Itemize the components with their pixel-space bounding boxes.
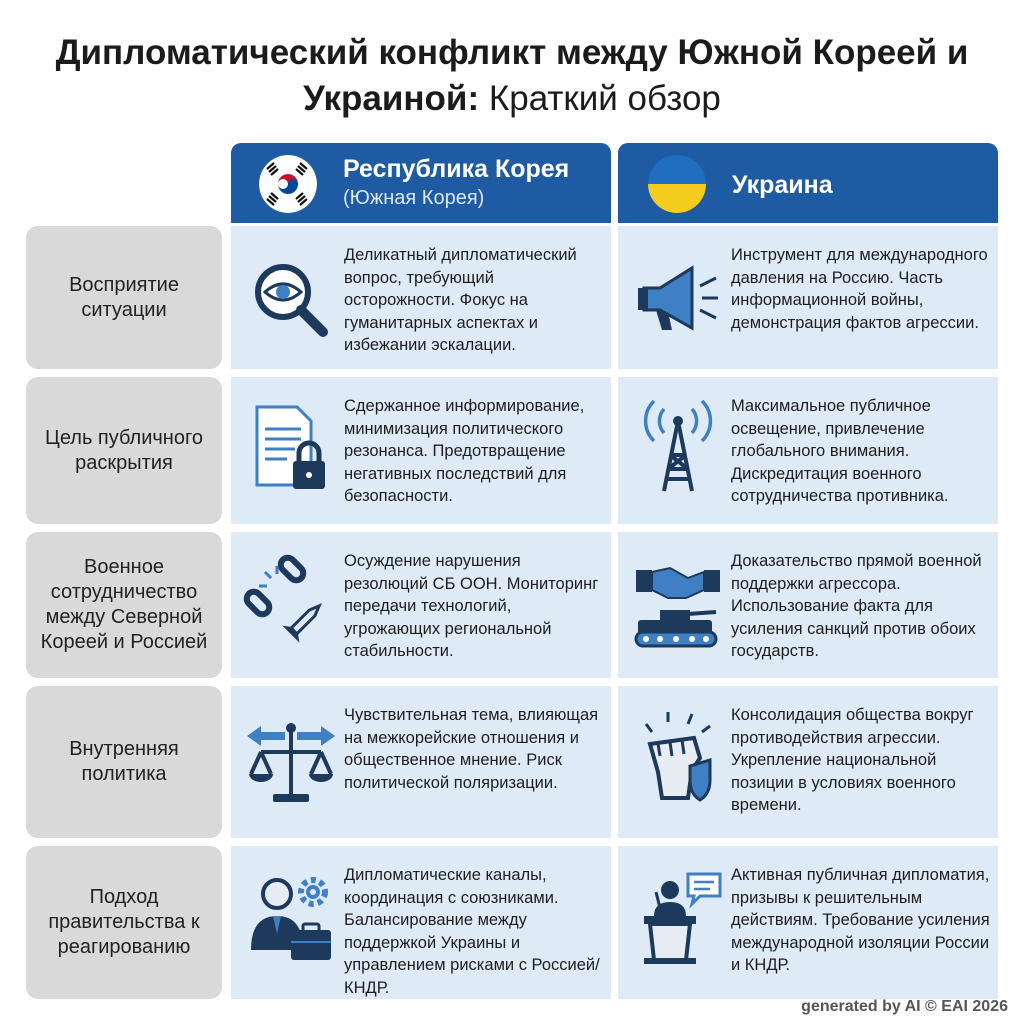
handshake-tank-icon bbox=[630, 554, 726, 654]
row-label-military-cooperation: Военное сотрудничество между Северной Кореей и Россией bbox=[26, 532, 222, 678]
korea-column-title: Республика Корея bbox=[343, 155, 570, 183]
korea-column-header bbox=[231, 143, 611, 223]
cell-text: Чувствительная тема, влияющая на межкорейские отношения и общественное мнение. Риск политической поляризации. bbox=[344, 706, 599, 792]
cell-korea-perception bbox=[231, 226, 611, 369]
cell-korea-domestic-politics bbox=[231, 686, 611, 838]
document-lock-icon bbox=[243, 399, 339, 499]
cell-korea-disclosure-goal bbox=[231, 377, 611, 524]
cell-text: Доказательство прямой военной поддержки агрессора. Использование факта для усиления санкций против обоих государств. bbox=[731, 552, 982, 660]
cell-text: Максимальное публичное освещение, привлечение глобального внимания. Дискредитация военного сотрудничества противника. bbox=[731, 397, 949, 505]
cell-korea-military-cooperation bbox=[231, 532, 611, 678]
fist-shield-icon bbox=[630, 708, 726, 808]
ukraine-flag-icon bbox=[648, 155, 706, 213]
broken-chain-missile-icon bbox=[243, 554, 339, 654]
row-label-government-approach: Подход правительства к реагированию bbox=[26, 846, 222, 999]
korea-flag-icon bbox=[259, 155, 317, 213]
magnifier-eye-icon bbox=[243, 248, 339, 348]
cell-ukraine-domestic-politics bbox=[618, 686, 998, 838]
cell-ukraine-disclosure-goal bbox=[618, 377, 998, 524]
row-label-domestic-politics: Внутренняя политика bbox=[26, 686, 222, 838]
cell-text: Активная публичная дипломатия, призывы к решительным действиям. Требование усиления международной изоляции России и КНДР. bbox=[731, 866, 990, 974]
cell-text: Консолидация общества вокруг противодействия агрессии. Укрепление национальной позиции в условиях военного времени. bbox=[731, 706, 974, 814]
cell-text: Инструмент для международного давления на Россию. Часть информационной войны, демонстрация фактов агрессии. bbox=[731, 246, 988, 332]
title-main: Дипломатический конфликт между Южной Кореей и Украиной: bbox=[55, 33, 969, 118]
row-label-disclosure-goal: Цель публичного раскрытия bbox=[26, 377, 222, 524]
ukraine-column-header bbox=[618, 143, 998, 223]
ukraine-column-title: Украина bbox=[732, 171, 833, 199]
radio-tower-icon bbox=[630, 399, 726, 499]
cell-text: Осуждение нарушения резолюций СБ ООН. Мониторинг передачи технологий, угрожающих региональной стабильности. bbox=[344, 552, 599, 660]
megaphone-icon bbox=[630, 248, 726, 348]
podium-speech-icon bbox=[630, 868, 726, 968]
footer-credit: generated by AI © EAI 2026 bbox=[801, 998, 1008, 1015]
title-sub: Краткий обзор bbox=[488, 79, 721, 118]
korea-column-subtitle: (Южная Корея) bbox=[343, 187, 485, 209]
cell-text: Сдержанное информирование, минимизация политического резонанса. Предотвращение негативных последствий для безопасности. bbox=[344, 397, 585, 505]
cell-ukraine-government-approach bbox=[618, 846, 998, 999]
scales-arrows-icon bbox=[243, 708, 339, 808]
cell-ukraine-military-cooperation bbox=[618, 532, 998, 678]
cell-text: Дипломатические каналы, координация с союзниками. Балансирование между поддержкой Украины и управлением рисками с Россией/КНДР. bbox=[344, 866, 600, 997]
businessman-gear-briefcase-icon bbox=[243, 868, 339, 968]
row-label-perception: Восприятие ситуации bbox=[26, 226, 222, 369]
cell-ukraine-perception bbox=[618, 226, 998, 369]
page-title bbox=[0, 30, 1024, 122]
cell-text: Деликатный дипломатический вопрос, требующий осторожности. Фокус на гуманитарных аспектах и избежании эскалации. bbox=[344, 246, 577, 354]
cell-korea-government-approach bbox=[231, 846, 611, 999]
